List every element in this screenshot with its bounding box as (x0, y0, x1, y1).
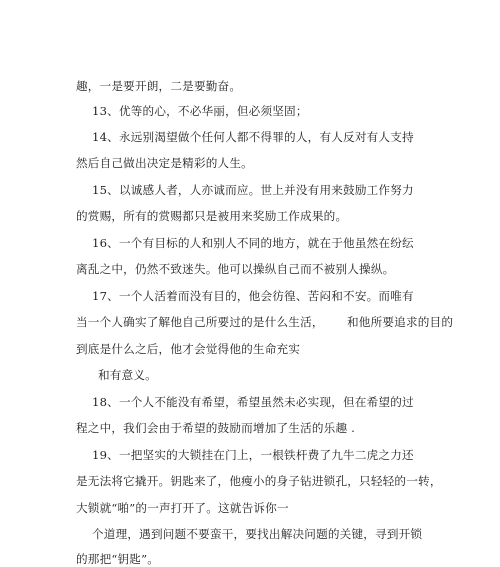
text-line: 和有意义。 (98, 368, 157, 382)
text-line: 然后自己做出决定是精彩的人生。 (76, 156, 253, 170)
text-line: 19、一把坚实的大锁挂在门上，一根铁杆费了九牛二虎之力还 (92, 448, 414, 462)
text-line: 的赏赐，所有的赏赐都只是被用来奖励工作成果的。 (76, 209, 348, 223)
text-line: 个道理，遇到问题不要蛮干，要找出解决问题的关键，寻到开锁 (92, 527, 423, 541)
text-line: 到底是什么之后，他才会觉得他的生命充实 (76, 342, 301, 356)
text-line: 程之中，我们会由于希望的鼓励而增加了生活的乐趣 . (76, 421, 356, 435)
text-line: 大锁就“啪”的一声打开了。这就告诉你一 (76, 501, 289, 515)
text-line: 趣，一是要开朗，二是要勤奋。 (76, 79, 242, 93)
text-line: 18、一个人不能没有希望，希望虽然未必实现，但在希望的过 (92, 395, 414, 409)
text-line: 当一个人确实了解他自己所要过的是什么生活， 和他所要追求的目的 (76, 315, 454, 329)
text-line: 16、一个有目标的人和别人不同的地方，就在于他虽然在纷纭 (92, 236, 414, 250)
text-line: 13、优等的心，不必华丽，但必须坚固； (92, 104, 308, 118)
text-line: 的那把“钥匙”。 (76, 552, 160, 566)
text-line: 是无法将它撬开。钥匙来了，他瘦小的身子钻进锁孔，只轻轻的一转， (76, 474, 442, 488)
text-line: 15、以诚感人者，人亦诚而应。世上并没有用来鼓励工作努力 (92, 183, 414, 197)
text-line: 17、一个人活着而没有目的，他会彷徨、苦闷和不安。而唯有 (92, 289, 414, 303)
text-line: 14、永远别渴望做个任何人都不得罪的人，有人反对有人支持 (92, 130, 414, 144)
text-line: 离乱之中，仍然不致迷失。他可以操纵自己而不被别人操纵。 (76, 262, 395, 276)
